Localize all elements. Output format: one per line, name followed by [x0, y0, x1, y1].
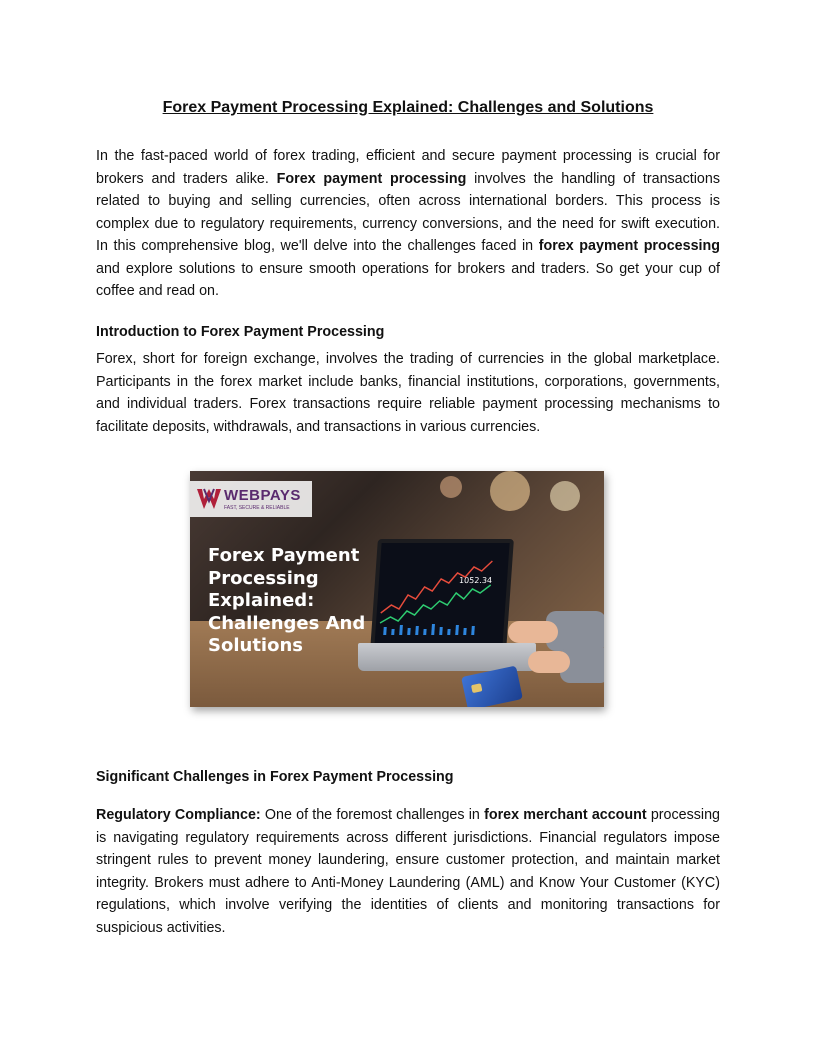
screen-price-value: 1052.34 — [458, 576, 493, 585]
banner-headline — [208, 545, 398, 658]
intro-bold-1: Forex payment processing — [276, 170, 467, 187]
regulatory-compliance-label: Regulatory Compliance: — [96, 807, 261, 823]
webpays-logo — [190, 481, 312, 517]
intro-text-3: and explore solutions to ensure smooth operations for brokers and traders. So get your cup of coffee and read on. — [96, 260, 720, 299]
bokeh-light — [440, 476, 462, 498]
banner-headline-line: Forex Payment — [208, 545, 360, 566]
intro-text-1: In the fast-paced world of forex trading, efficient and secure payment processing is crucial for brokers and traders alike. — [96, 148, 720, 187]
banner-image — [190, 471, 604, 707]
webpays-logo-icon — [196, 487, 222, 511]
section2-text-2: processing is navigating regulatory requirements across different jurisdictions. Financial regulators impose stringent rules to prevent money laundering, ensure customer protection, and maintain market integrity. Brokers must adhere to Anti-Money Laundering (AML) and Know Your Customer (KYC) regulations, which involve verifying the identities of clients and monitoring transactions for suspicious activities. — [96, 807, 720, 936]
section-heading-introduction: Introduction to Forex Payment Processing — [96, 324, 385, 340]
banner-headline-line: Processing — [208, 567, 319, 589]
bokeh-light — [550, 481, 580, 511]
section2-text-1: One of the foremost challenges in — [260, 807, 485, 823]
hand — [508, 621, 558, 643]
card-chip — [471, 683, 482, 693]
intro-bold-2: forex payment processing — [538, 238, 720, 254]
trading-chart-graphic — [375, 543, 502, 639]
section1-paragraph: Forex, short for foreign exchange, involves the trading of currencies in the global marketplace. Participants in the forex market include banks, financial institutions, corporations, governments, and individual traders. Forex transactions require reliable payment processing mechanisms to facilitate deposits, withdrawals, and transactions in various currencies. — [96, 351, 720, 435]
section2-bold-1: forex merchant account — [484, 807, 647, 823]
bokeh-light — [490, 471, 530, 511]
section2-paragraph — [96, 804, 720, 939]
logo-tagline: FAST, SECURE & RELIABLE — [224, 505, 290, 511]
banner-headline-line: Challenges And — [208, 612, 366, 634]
banner-headline-line: Explained: — [208, 590, 315, 611]
intro-paragraph — [96, 145, 720, 303]
banner-headline-line: Solutions — [208, 635, 303, 656]
laptop-screen — [370, 539, 514, 651]
logo-wordmark: WEBPAYS — [224, 487, 301, 504]
document-title: Forex Payment Processing Explained: Challenges and Solutions — [162, 99, 654, 116]
hand — [528, 651, 570, 673]
intro-text-2: involves the handling of transactions related to buying and selling currencies, often across international borders. This process is complex due to regulatory requirements, currency conversions, and the need for swift execution. In this comprehensive blog, we'll delve into the challenges faced in — [96, 170, 720, 254]
section-heading-challenges: Significant Challenges in Forex Payment Processing — [96, 769, 454, 785]
